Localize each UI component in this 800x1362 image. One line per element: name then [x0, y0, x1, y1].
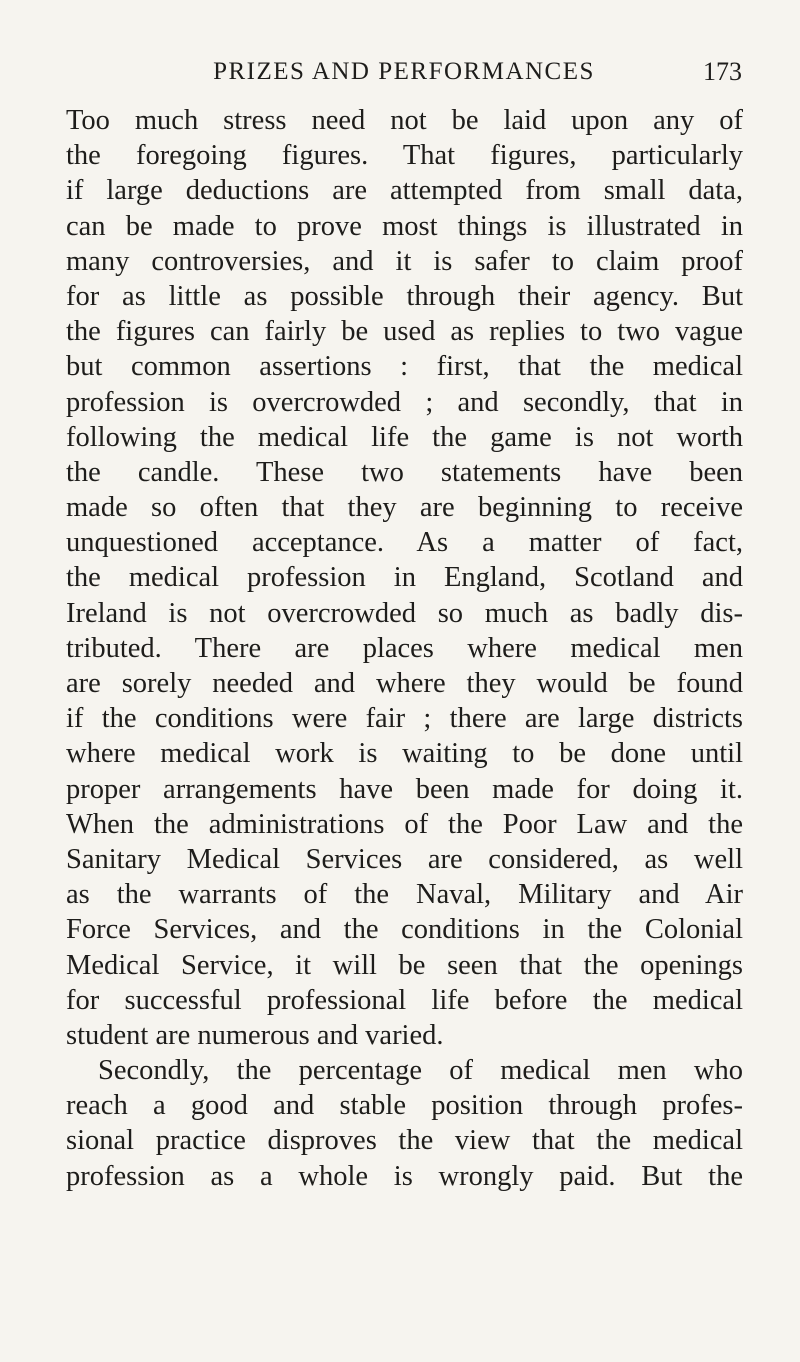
text-line: as the warrants of the Naval, Military and Air	[66, 879, 743, 911]
text-line: profession is overcrowded ; and secondly, that in	[66, 386, 743, 418]
running-head	[66, 52, 742, 92]
text-line: profession as a whole is wrongly paid. But the	[66, 1160, 743, 1192]
text-line: Too much stress need not be laid upon any of	[66, 105, 743, 136]
text-line: many controversies, and it is safer to claim proof	[66, 245, 743, 277]
text-line: Sanitary Medical Services are considered, as well	[66, 843, 743, 875]
text-line: proper arrangements have been made for doing it.	[66, 773, 743, 805]
text-line: are sorely needed and where they would be found	[66, 668, 743, 699]
text-line: the candle. These two statements have been	[66, 456, 743, 488]
page-number: 173	[703, 57, 742, 86]
text-line: for as little as possible through their agency. But	[66, 280, 743, 312]
text-line: the foregoing figures. That figures, particularly	[66, 140, 743, 172]
running-title: PRIZES AND PERFORMANCES	[213, 58, 595, 85]
text-line: but common assertions : first, that the medical	[66, 351, 743, 383]
text-line: if the conditions were fair ; there are large districts	[66, 703, 743, 735]
text-line: Medical Service, it will be seen that the openings	[66, 949, 743, 981]
text-line: for successful professional life before the medical	[66, 984, 743, 1016]
text-line: reach a good and stable position through profes-	[66, 1090, 743, 1122]
text-line: sional practice disproves the view that the medical	[66, 1125, 743, 1157]
text-line: student are numerous and varied.	[66, 1019, 444, 1051]
text-line: can be made to prove most things is illustrated in	[66, 210, 743, 242]
text-line: where medical work is waiting to be done until	[66, 738, 743, 770]
text-line: the figures can fairly be used as replies to two vague	[66, 316, 743, 348]
text-line: the medical profession in England, Scotland and	[66, 562, 743, 594]
text-line: following the medical life the game is not worth	[66, 421, 743, 453]
text-line: unquestioned acceptance. As a matter of fact,	[66, 527, 743, 559]
text-line: if large deductions are attempted from small data,	[66, 175, 743, 207]
text-line: Force Services, and the conditions in the Colonial	[66, 914, 743, 946]
text-line: Secondly, the percentage of medical men who	[98, 1055, 743, 1087]
text-line: When the administrations of the Poor Law and the	[66, 808, 743, 840]
text-line: Ireland is not overcrowded so much as badly dis-	[66, 597, 743, 629]
text-line: made so often that they are beginning to receive	[66, 492, 743, 524]
text-line: tributed. There are places where medical men	[66, 632, 743, 664]
body-text	[66, 103, 743, 1194]
